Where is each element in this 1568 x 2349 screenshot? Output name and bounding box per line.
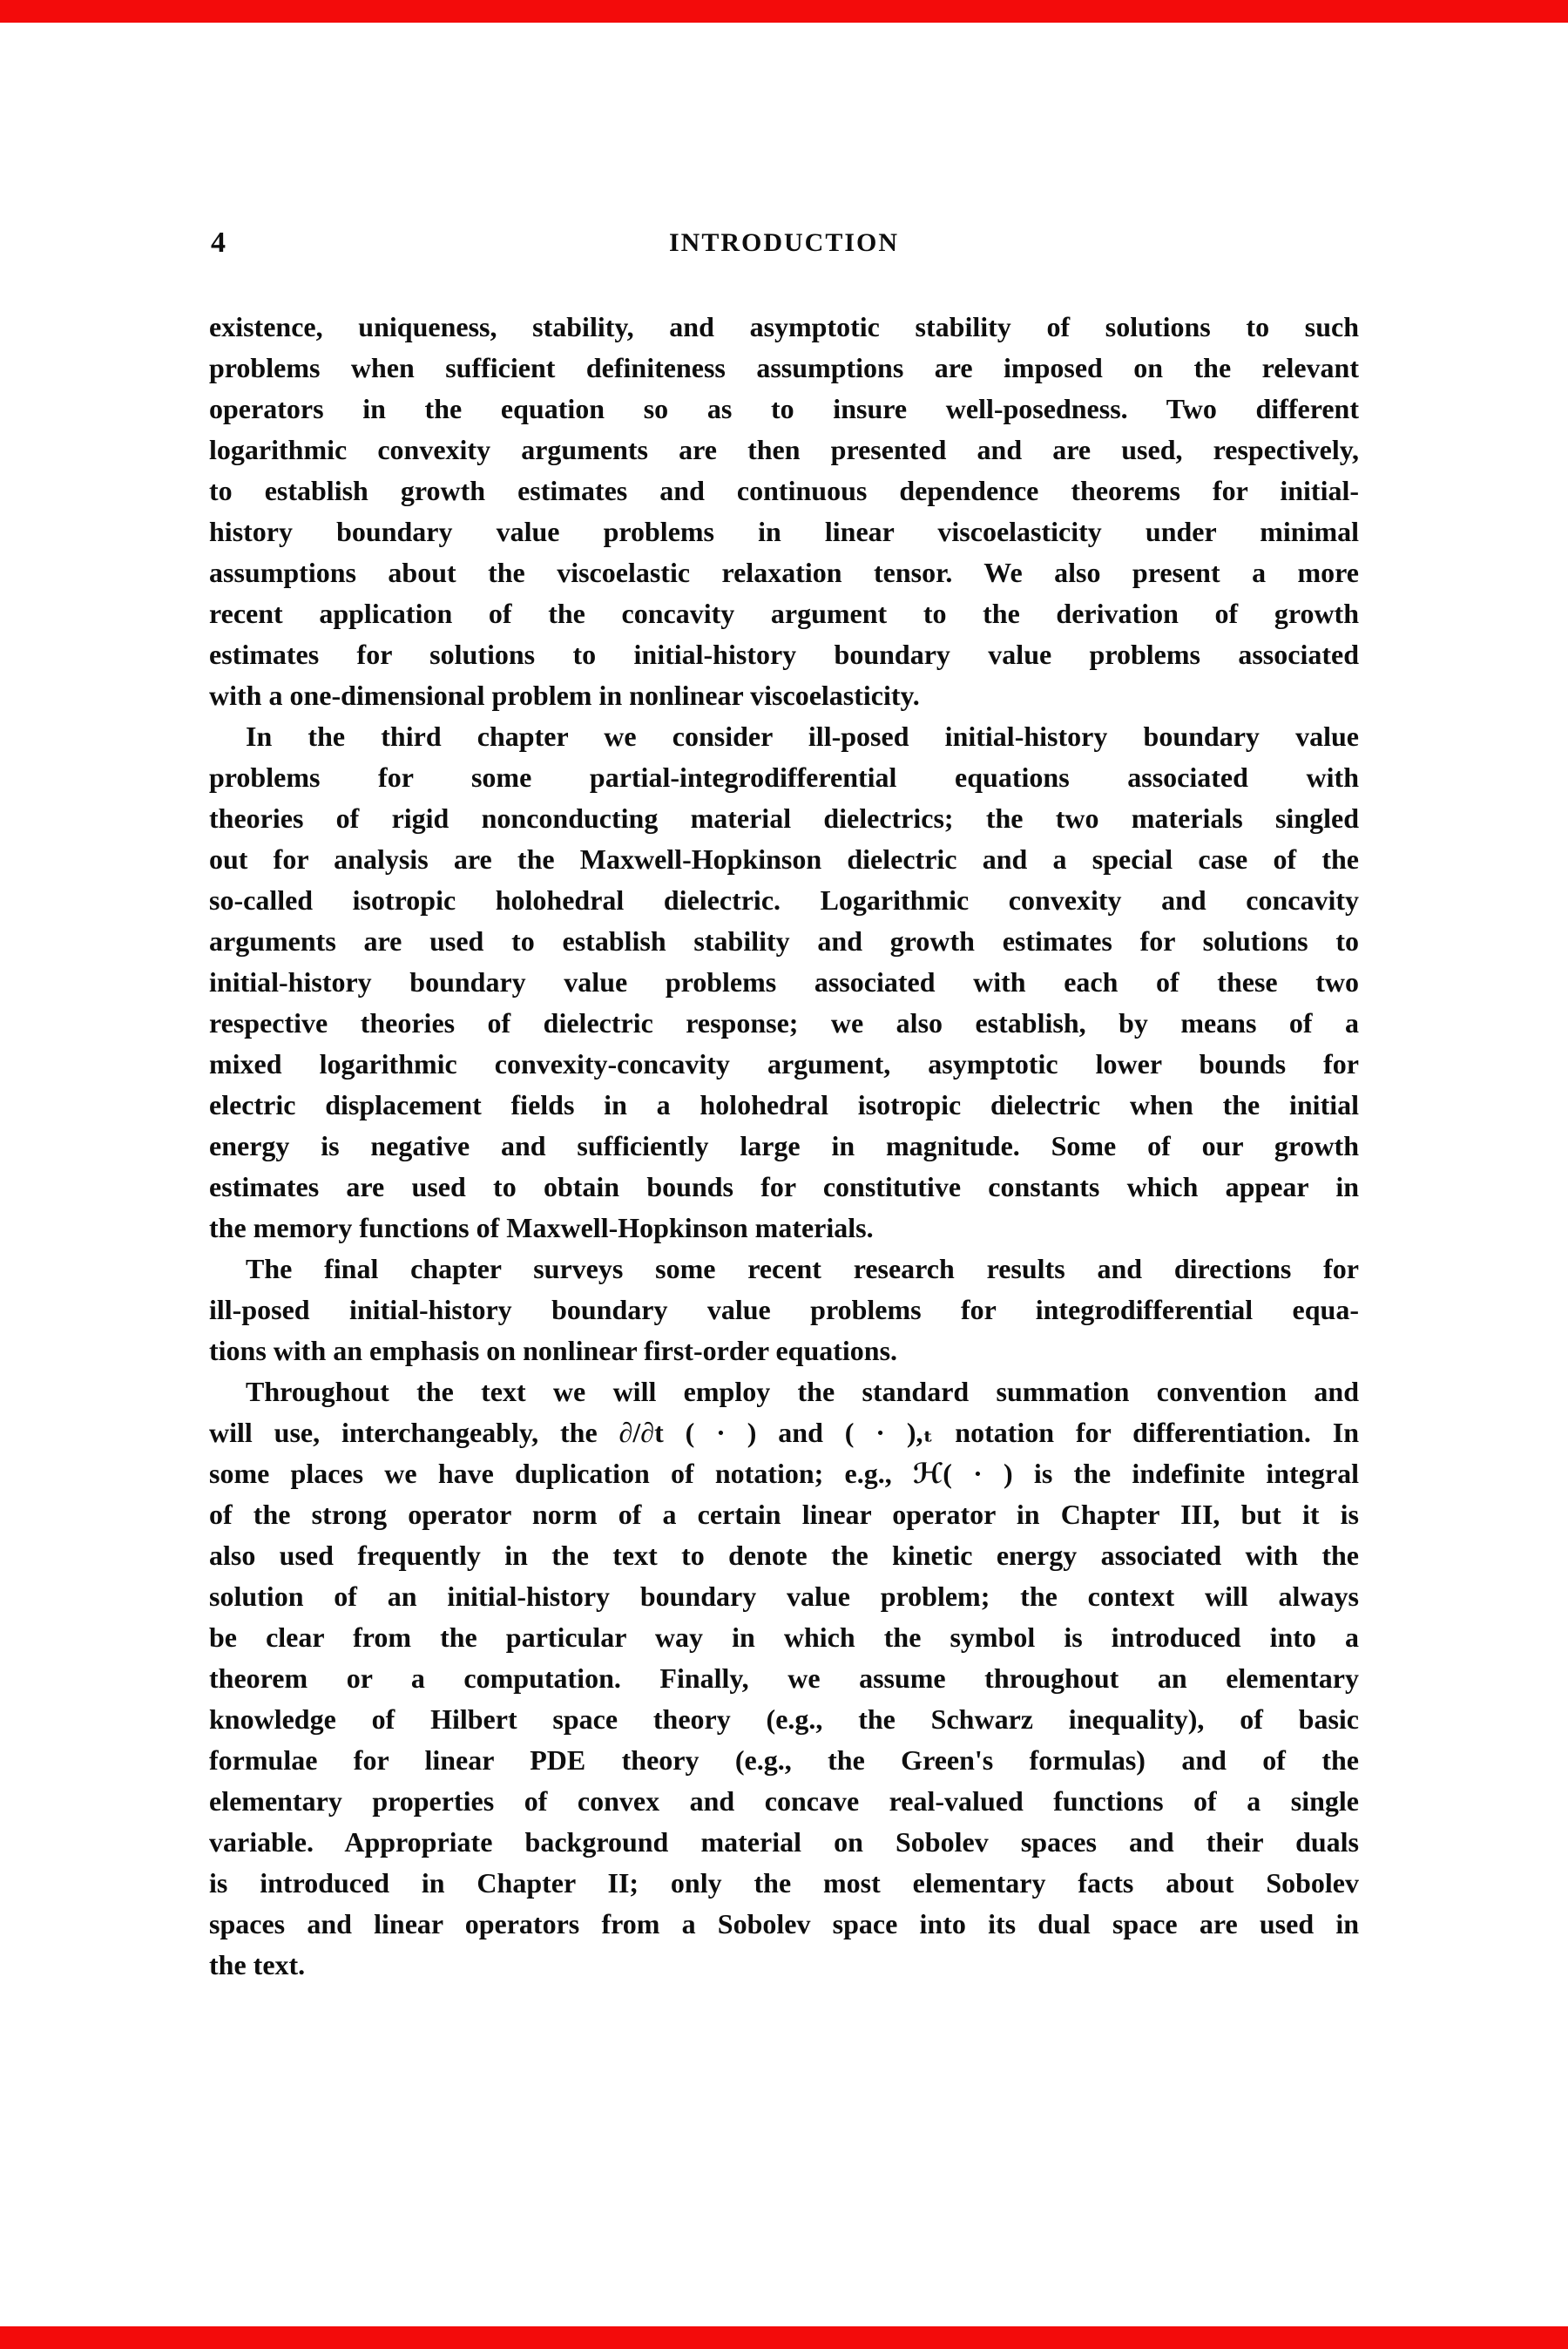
- text-line: variable. Appropriate background material on Sobolev spaces and their duals: [209, 1826, 1359, 1858]
- text-line: the text.: [209, 1949, 306, 1980]
- text-line: of the strong operator norm of a certain linear operator in Chapter III, but it is: [209, 1499, 1359, 1530]
- text-line: Throughout the text we will employ the standard summation convention and: [246, 1376, 1359, 1407]
- page-header: [209, 227, 1359, 265]
- text-line: so-called isotropic holohedral dielectric. Logarithmic convexity and concavity: [209, 884, 1359, 916]
- text-line: respective theories of dielectric response; we also establish, by means of a: [209, 1007, 1359, 1039]
- text-line: some places we have duplication of notation; e.g., ℋ( · ) is the indefinite integral: [209, 1458, 1359, 1489]
- text-line: existence, uniqueness, stability, and asymptotic stability of solutions to such: [209, 311, 1359, 342]
- text-line: solution of an initial-history boundary value problem; the context will always: [209, 1581, 1359, 1612]
- paragraph: [209, 1371, 1359, 1986]
- text-line: to establish growth estimates and continuous dependence theorems for initial-: [209, 475, 1359, 506]
- text-line: the memory functions of Maxwell-Hopkinson materials.: [209, 1212, 874, 1243]
- text-line: estimates for solutions to initial-history boundary value problems associated: [209, 639, 1359, 670]
- text-line: be clear from the particular way in which the symbol is introduced into a: [209, 1621, 1359, 1653]
- text-line: theories of rigid nonconducting material dielectrics; the two materials singled: [209, 802, 1359, 834]
- text-line: electric displacement fields in a holohedral isotropic dielectric when the initial: [209, 1089, 1359, 1120]
- text-line: mixed logarithmic convexity-concavity argument, asymptotic lower bounds for: [209, 1048, 1359, 1080]
- scan-edge-top-bar: [0, 0, 1568, 23]
- text-line: with a one-dimensional problem in nonlinear viscoelasticity.: [209, 680, 920, 711]
- paragraph: [209, 307, 1359, 716]
- text-line: formulae for linear PDE theory (e.g., the Green's formulas) and of the: [209, 1744, 1359, 1776]
- text-line: will use, interchangeably, the ∂/∂t ( · ) and ( · ),ₜ notation for differentiation. In: [209, 1417, 1359, 1448]
- running-head: INTRODUCTION: [668, 228, 900, 257]
- text-line: The final chapter surveys some recent research results and directions for: [246, 1253, 1359, 1284]
- page-number: 4: [211, 227, 226, 259]
- text-line: assumptions about the viscoelastic relaxation tensor. We also present a more: [209, 557, 1359, 588]
- text-line: ill-posed initial-history boundary value problems for integrodifferential equa-: [209, 1294, 1359, 1325]
- text-line: is introduced in Chapter II; only the most elementary facts about Sobolev: [209, 1867, 1359, 1899]
- text-line: out for analysis are the Maxwell-Hopkinson dielectric and a special case of the: [209, 843, 1359, 875]
- text-line: arguments are used to establish stability and growth estimates for solutions to: [209, 925, 1359, 957]
- text-line: recent application of the concavity argument to the derivation of growth: [209, 598, 1359, 629]
- text-line: initial-history boundary value problems associated with each of these two: [209, 966, 1359, 998]
- text-line: elementary properties of convex and concave real-valued functions of a single: [209, 1785, 1359, 1817]
- text-line: energy is negative and sufficiently large in magnitude. Some of our growth: [209, 1130, 1359, 1161]
- text-line: In the third chapter we consider ill-posed initial-history boundary value: [246, 721, 1359, 752]
- text-line: theorem or a computation. Finally, we assume throughout an elementary: [209, 1662, 1359, 1694]
- text-line: tions with an emphasis on nonlinear first-order equations.: [209, 1335, 898, 1366]
- text-line: also used frequently in the text to denote the kinetic energy associated with the: [209, 1540, 1359, 1571]
- paragraph: [209, 1249, 1359, 1371]
- paragraph: [209, 716, 1359, 1249]
- text-line: spaces and linear operators from a Sobolev space into its dual space are used in: [209, 1908, 1359, 1939]
- text-line: problems when sufficient definiteness assumptions are imposed on the relevant: [209, 352, 1359, 383]
- text-line: estimates are used to obtain bounds for constitutive constants which appear in: [209, 1171, 1359, 1202]
- text-line: problems for some partial-integrodifferential equations associated with: [209, 762, 1359, 793]
- text-line: knowledge of Hilbert space theory (e.g., the Schwarz inequality), of basic: [209, 1703, 1359, 1735]
- body-text: [209, 307, 1359, 1986]
- text-line: logarithmic convexity arguments are then presented and are used, respectively,: [209, 434, 1359, 465]
- text-line: history boundary value problems in linear viscoelasticity under minimal: [209, 516, 1359, 547]
- text-line: operators in the equation so as to insure well-posedness. Two different: [209, 393, 1359, 424]
- scan-edge-bottom-bar: [0, 2326, 1568, 2349]
